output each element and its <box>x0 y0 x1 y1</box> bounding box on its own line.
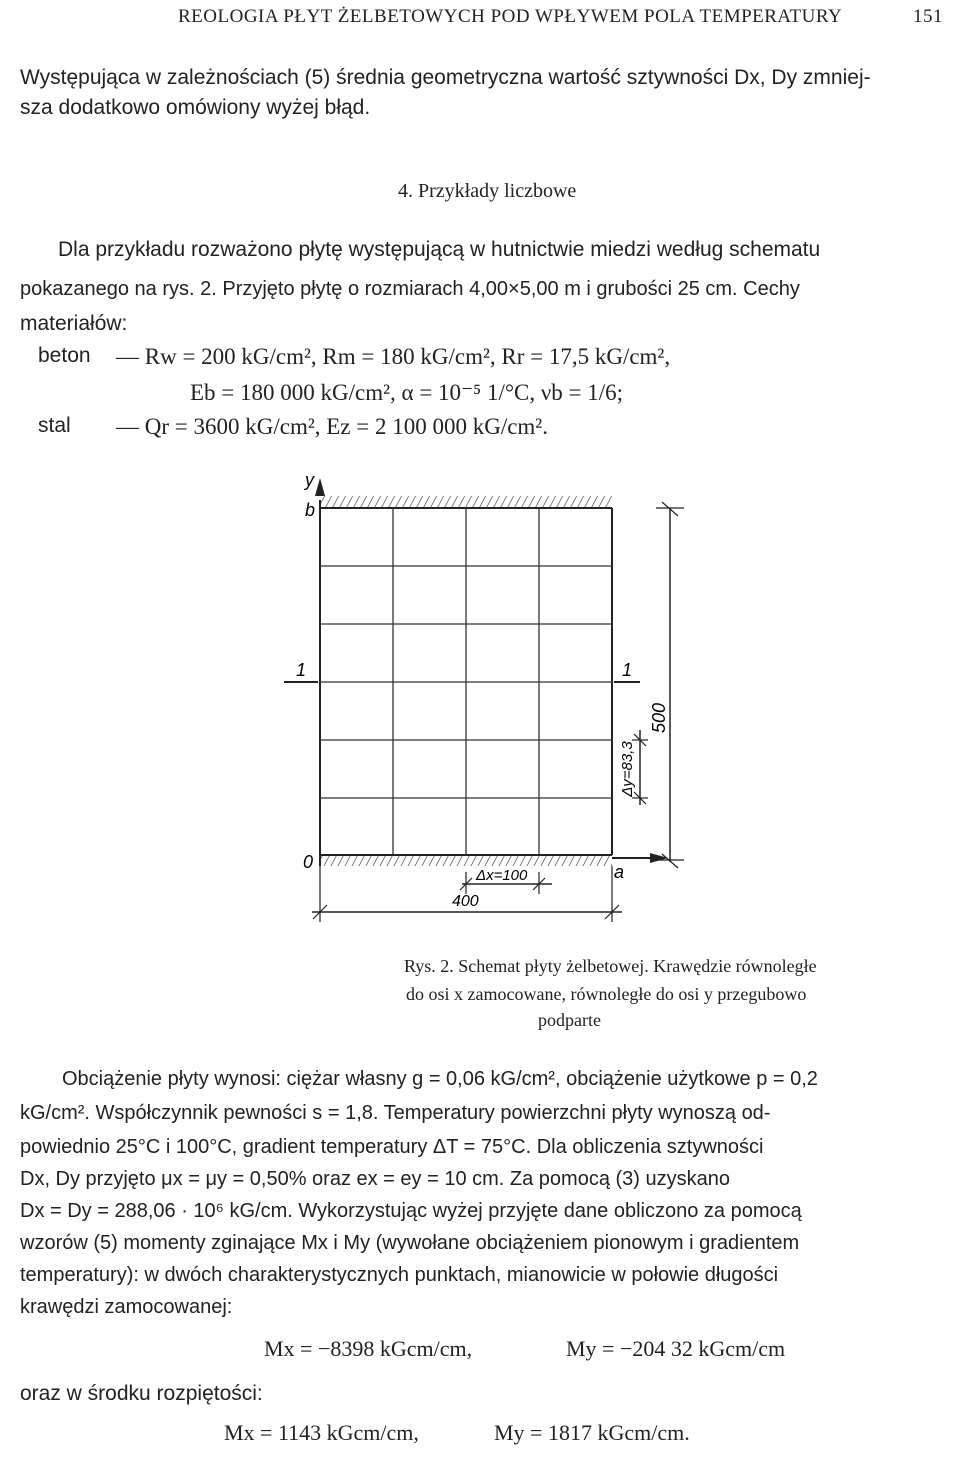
running-title: REOLOGIA PŁYT ŻELBETOWYCH POD WPŁYWEM POLA TEMPERATURY <box>178 6 843 27</box>
paragraph-1-line-1: Dla przykładu rozważono płytę występującą w hutnictwie miedzi według schematu <box>58 238 821 261</box>
bottom-clamped-edge-hatch <box>320 855 612 866</box>
midspan-intro: oraz w środku rozpiętości: <box>20 1382 263 1405</box>
label-0: 0 <box>303 852 314 872</box>
section-label-left: 1 <box>296 660 307 680</box>
loads-line-5: Dx = Dy = 288,06 · 10⁶ kG/cm. Wykorzystując wyżej przyjęte dane obliczono za pomocą <box>20 1200 802 1222</box>
equation-clamped-my: My = −204 32 kGcm/cm <box>566 1336 786 1361</box>
figure-caption-line-1: Rys. 2. Schemat płyty żelbetowej. Krawędzie równoległe <box>404 956 817 976</box>
loads-line-4: Dx, Dy przyjęto μx = μy = 0,50% oraz ex = ey = 10 cm. Za pomocą (3) uzyskano <box>20 1168 731 1190</box>
section-label-right: 1 <box>622 660 633 680</box>
loads-line-2: kG/cm². Współczynnik pewności s = 1,8. Temperatury powierzchni płyty wynoszą od- <box>20 1102 771 1124</box>
dim-dx-label: Δx=100 <box>476 867 528 884</box>
beton-properties-2: Eb = 180 000 kG/cm², α = 10⁻⁵ 1/°C, νb = 1/6; <box>190 380 624 405</box>
y-axis-arrowhead <box>315 478 325 496</box>
paragraph-1-line-3: materiałów: <box>20 312 128 335</box>
dim-500-label: 500 <box>649 702 669 734</box>
figure-caption-line-3: podparte <box>538 1010 601 1030</box>
dim-400-label: 400 <box>452 893 479 910</box>
beton-label: beton <box>38 344 91 367</box>
intro-line-2: sza dodatkowo omówiony wyżej błąd. <box>20 96 371 119</box>
loads-line-6: wzorów (5) momenty zginające Mx i My (wywołane obciążeniem pionowym i gradientem <box>20 1232 800 1254</box>
stal-properties: — Qr = 3600 kG/cm², Ez = 2 100 000 kG/cm². <box>116 414 548 439</box>
label-y: y <box>305 470 314 490</box>
top-clamped-edge-hatch <box>320 496 612 507</box>
x-axis-arrowhead <box>650 853 668 863</box>
section-heading: 4. Przykłady liczbowe <box>398 180 577 202</box>
paragraph-1-line-2: pokazanego na rys. 2. Przyjęto płytę o rozmiarach 4,00×5,00 m i grubości 25 cm. Cechy <box>20 278 800 300</box>
loads-line-1: Obciążenie płyty wynosi: ciężar własny g = 0,06 kG/cm², obciążenie użytkowe p = 0,2 <box>62 1068 818 1090</box>
loads-line-8: krawędzi zamocowanej: <box>20 1296 233 1318</box>
dim-dy-label: Δy=83,3 <box>619 741 636 797</box>
page-number: 151 <box>913 6 943 27</box>
beton-properties-1: — Rw = 200 kG/cm², Rm = 180 kG/cm², Rr = 17,5 kG/cm², <box>116 344 671 369</box>
equation-clamped-mx: Mx = −8398 kGcm/cm, <box>264 1336 473 1361</box>
loads-line-3: powiednio 25°C i 100°C, gradient temperatury ΔT = 75°C. Dla obliczenia sztywności <box>20 1136 764 1158</box>
equation-midspan-my: My = 1817 kGcm/cm. <box>494 1420 690 1445</box>
label-b: b <box>305 500 316 520</box>
intro-line-1: Występująca w zależnościach (5) średnia geometryczna wartość sztywności Dx, Dy zmniej- <box>20 66 871 89</box>
stal-label: stal <box>38 414 71 437</box>
loads-line-7: temperatury): w dwóch charakterystycznych punktach, mianowicie w połowie długości <box>20 1264 779 1286</box>
label-a: a <box>614 862 625 882</box>
mesh-grid <box>320 508 612 855</box>
figure-caption-line-2: do osi x zamocowane, równoległe do osi y przegubowo <box>406 984 807 1004</box>
equation-midspan-mx: Mx = 1143 kGcm/cm, <box>224 1420 419 1445</box>
